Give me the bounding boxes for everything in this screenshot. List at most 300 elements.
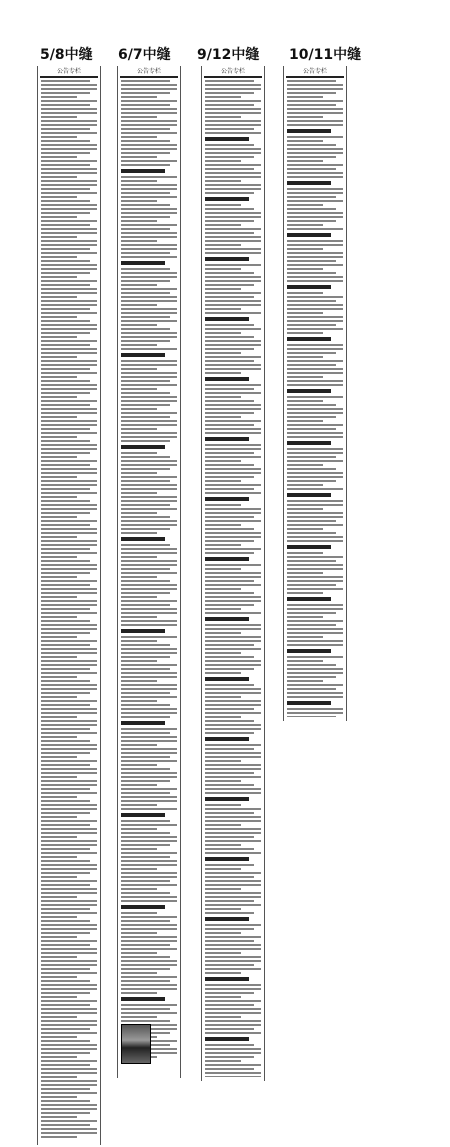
text-line (41, 1048, 97, 1050)
text-line (287, 560, 336, 562)
text-line (41, 1104, 97, 1106)
text-line (41, 116, 77, 118)
text-line (121, 272, 177, 274)
text-line (41, 312, 97, 314)
text-line (41, 1088, 90, 1090)
text-line (121, 920, 170, 922)
text-line (205, 1048, 261, 1050)
text-line (41, 180, 97, 182)
strip-title: 公告专栏 (286, 66, 344, 78)
text-line (287, 664, 336, 666)
text-line (41, 1044, 97, 1046)
text-line (41, 616, 77, 618)
text-line (121, 416, 170, 418)
text-line (205, 444, 261, 446)
text-line (41, 120, 97, 122)
text-line (205, 292, 261, 294)
text-line (121, 392, 170, 394)
text-line (121, 864, 177, 866)
text-line (205, 524, 241, 526)
text-line (121, 660, 157, 662)
text-line (121, 360, 177, 362)
text-line (41, 428, 90, 430)
text-line (41, 308, 90, 310)
text-line (121, 532, 157, 534)
text-line (41, 144, 97, 146)
text-line (41, 516, 77, 518)
text-line (287, 660, 323, 662)
text-line (121, 104, 170, 106)
text-line (205, 124, 261, 126)
text-line (121, 276, 177, 278)
text-line (121, 412, 177, 414)
text-line (41, 712, 97, 714)
text-line (121, 932, 157, 934)
text-line (41, 1028, 90, 1030)
text-line (287, 344, 343, 346)
text-line (205, 1028, 254, 1030)
text-line (121, 876, 177, 878)
strip-body (121, 80, 177, 1074)
text-line (205, 924, 261, 926)
text-line (287, 712, 343, 714)
text-line (121, 964, 177, 966)
text-line (205, 992, 254, 994)
text-line (287, 556, 343, 558)
text-line (41, 424, 97, 426)
text-line (41, 836, 77, 838)
text-line (205, 100, 261, 102)
text-line (287, 212, 343, 214)
text-line (41, 732, 97, 734)
text-line (287, 148, 343, 150)
text-line (287, 164, 343, 166)
text-line (287, 584, 336, 586)
text-line (41, 212, 90, 214)
text-line (41, 172, 97, 174)
text-line (287, 656, 343, 658)
text-line (41, 264, 97, 266)
text-line (121, 192, 170, 194)
text-line (121, 296, 177, 298)
text-line (41, 736, 77, 738)
text-line (121, 852, 177, 854)
text-line (41, 248, 90, 250)
text-line (205, 528, 254, 530)
text-line (41, 832, 97, 834)
text-line (205, 352, 241, 354)
text-line (41, 880, 97, 882)
text-line (121, 120, 177, 122)
text-line (205, 864, 254, 866)
text-line (41, 852, 97, 854)
text-line (121, 564, 177, 566)
text-line (41, 236, 77, 238)
text-line (287, 456, 336, 458)
text-line (41, 764, 90, 766)
text-line (205, 540, 254, 542)
text-line (121, 144, 177, 146)
text-line (41, 1100, 90, 1102)
text-line (205, 197, 249, 201)
text-line (205, 476, 254, 478)
text-line (121, 340, 170, 342)
text-line (121, 1016, 157, 1018)
text-line (121, 92, 170, 94)
text-line (287, 260, 336, 262)
text-line (205, 888, 241, 890)
text-line (205, 600, 261, 602)
text-line (41, 524, 90, 526)
text-line (205, 497, 249, 501)
text-line (121, 184, 177, 186)
text-line (41, 672, 97, 674)
text-line (287, 144, 336, 146)
text-line (41, 340, 97, 342)
text-line (41, 840, 97, 842)
text-line (205, 408, 261, 410)
text-line (287, 649, 331, 653)
text-line (287, 276, 343, 278)
text-line (121, 756, 170, 758)
text-line (205, 137, 249, 141)
text-line (205, 532, 261, 534)
text-line (205, 797, 249, 801)
text-line (41, 284, 90, 286)
text-line (41, 720, 97, 722)
text-line (121, 424, 177, 426)
text-line (205, 392, 261, 394)
text-line (287, 389, 331, 393)
text-line (205, 732, 254, 734)
text-line (41, 460, 97, 462)
text-line (287, 504, 343, 506)
strip-title: 公告专栏 (204, 66, 262, 78)
text-line (205, 832, 261, 834)
text-line (205, 912, 254, 914)
text-line (287, 248, 323, 250)
text-line (121, 548, 177, 550)
text-line (41, 356, 77, 358)
text-line (41, 476, 77, 478)
text-line (121, 316, 170, 318)
text-line (121, 261, 165, 265)
text-line (121, 880, 170, 882)
text-line (205, 472, 261, 474)
text-line (121, 772, 177, 774)
text-line (41, 432, 97, 434)
text-line (121, 744, 157, 746)
text-line (41, 828, 97, 830)
text-line (205, 820, 261, 822)
text-line (287, 688, 336, 690)
text-line (121, 608, 177, 610)
text-line (41, 492, 97, 494)
text-line (205, 88, 261, 90)
text-line (41, 468, 97, 470)
text-line (205, 1068, 254, 1070)
text-line (205, 80, 254, 82)
text-line (121, 464, 177, 466)
text-line (205, 1076, 261, 1077)
text-line (41, 1060, 97, 1062)
text-line (121, 460, 177, 462)
text-line (205, 452, 254, 454)
text-line (287, 104, 336, 106)
text-line (121, 500, 177, 502)
text-line (121, 905, 165, 909)
text-line (205, 464, 254, 466)
text-line (205, 468, 261, 470)
text-line (41, 1128, 97, 1130)
text-line (41, 484, 97, 486)
text-line (287, 476, 343, 478)
text-line (287, 676, 336, 678)
column-header-5-8: 5/8中缝 (40, 47, 93, 63)
text-line (287, 516, 343, 518)
text-line (41, 276, 77, 278)
text-line (41, 532, 97, 534)
text-line (41, 788, 90, 790)
text-line (41, 1072, 97, 1074)
text-line (121, 304, 157, 306)
text-line (41, 152, 90, 154)
text-line (205, 900, 254, 902)
text-line (41, 112, 97, 114)
text-line (121, 108, 177, 110)
text-line (205, 252, 261, 254)
text-line (41, 892, 97, 894)
text-line (205, 84, 261, 86)
text-line (205, 104, 254, 106)
text-line (41, 624, 97, 626)
text-line (41, 320, 90, 322)
text-line (121, 400, 177, 402)
text-line (287, 364, 336, 366)
text-line (287, 368, 343, 370)
text-line (287, 372, 343, 374)
text-line (287, 460, 343, 462)
text-line (287, 172, 343, 174)
text-line (205, 300, 261, 302)
text-line (41, 916, 77, 918)
text-line (41, 644, 90, 646)
text-line (205, 156, 254, 158)
text-line (121, 492, 157, 494)
text-line (287, 436, 343, 438)
text-line (287, 308, 343, 310)
text-line (121, 204, 170, 206)
text-line (205, 960, 261, 962)
text-line (121, 832, 170, 834)
text-line (41, 164, 90, 166)
text-line (121, 476, 177, 478)
text-line (121, 84, 177, 86)
text-line (205, 1037, 249, 1041)
text-line (121, 629, 165, 633)
text-line (287, 280, 343, 282)
text-line (287, 228, 343, 230)
text-line (121, 656, 170, 658)
text-line (287, 292, 323, 294)
text-line (205, 280, 261, 282)
text-line (121, 440, 170, 442)
text-line (205, 784, 254, 786)
text-line (41, 848, 90, 850)
text-line (41, 792, 97, 794)
text-line (41, 96, 77, 98)
text-line (41, 692, 90, 694)
text-line (121, 284, 157, 286)
text-line (205, 656, 254, 658)
text-line (121, 696, 177, 698)
text-line (41, 992, 90, 994)
text-line (205, 208, 254, 210)
text-line (205, 248, 261, 250)
text-line (121, 968, 170, 970)
text-line (41, 160, 97, 162)
text-line (205, 204, 241, 206)
text-line (121, 680, 157, 682)
text-line (205, 276, 261, 278)
text-line (41, 500, 90, 502)
text-line (205, 176, 261, 178)
text-line (121, 544, 170, 546)
text-line (121, 916, 177, 918)
text-line (41, 876, 77, 878)
text-line (121, 524, 177, 526)
text-line (287, 408, 343, 410)
text-line (41, 396, 77, 398)
text-line (205, 257, 249, 261)
text-line (41, 968, 90, 970)
text-line (121, 152, 170, 154)
text-line (41, 184, 97, 186)
text-line (287, 192, 343, 194)
text-line (41, 332, 90, 334)
text-line (205, 492, 261, 494)
text-line (121, 324, 157, 326)
text-line (205, 672, 241, 674)
text-line (121, 353, 165, 357)
text-line (121, 496, 177, 498)
text-line (121, 760, 177, 762)
text-line (287, 572, 323, 574)
text-line (121, 888, 157, 890)
text-line (205, 724, 261, 726)
text-line (205, 772, 254, 774)
text-line (121, 1004, 177, 1006)
text-line (287, 348, 343, 350)
text-line (205, 688, 261, 690)
text-line (121, 572, 177, 574)
text-line (41, 776, 77, 778)
text-line (41, 256, 77, 258)
text-line (121, 488, 177, 490)
text-line (287, 612, 336, 614)
text-line (287, 352, 336, 354)
text-line (205, 332, 241, 334)
text-line (287, 692, 343, 694)
text-line (205, 120, 261, 122)
text-line (205, 696, 241, 698)
text-line (205, 516, 254, 518)
text-line (121, 860, 177, 862)
portrait-photo (121, 1024, 151, 1064)
text-line (121, 244, 177, 246)
text-line (121, 736, 177, 738)
text-line (205, 700, 261, 702)
text-line (205, 608, 241, 610)
text-line (205, 928, 254, 930)
text-line (41, 176, 77, 178)
text-line (121, 820, 170, 822)
strip-body (287, 80, 343, 717)
text-line (121, 752, 177, 754)
text-line (41, 268, 97, 270)
text-line (205, 808, 261, 810)
text-line (205, 632, 241, 634)
text-line (287, 508, 323, 510)
text-line (121, 776, 177, 778)
text-line (287, 716, 336, 717)
text-line (205, 996, 241, 998)
text-line (205, 416, 241, 418)
text-line (41, 372, 97, 374)
text-line (41, 288, 97, 290)
text-line (205, 760, 241, 762)
text-line (287, 296, 343, 298)
text-line (287, 424, 343, 426)
text-line (205, 896, 261, 898)
text-line (41, 280, 97, 282)
text-line (205, 536, 261, 538)
text-line (205, 557, 249, 561)
text-line (287, 524, 343, 526)
text-line (121, 924, 177, 926)
text-line (121, 940, 177, 942)
text-line (205, 488, 254, 490)
text-line (121, 836, 177, 838)
text-line (41, 404, 90, 406)
text-line (121, 792, 170, 794)
text-line (41, 632, 90, 634)
text-line (41, 272, 90, 274)
text-line (41, 84, 97, 86)
text-line (205, 232, 254, 234)
text-line (121, 100, 177, 102)
text-line (205, 876, 254, 878)
text-line (41, 608, 90, 610)
text-line (205, 272, 254, 274)
text-line (41, 664, 97, 666)
text-line (121, 256, 177, 258)
text-line (205, 1056, 254, 1058)
text-line (205, 1004, 254, 1006)
text-line (121, 972, 157, 974)
text-line (121, 220, 157, 222)
text-line (41, 1076, 77, 1078)
text-line (121, 348, 177, 350)
text-line (41, 932, 90, 934)
text-line (121, 148, 177, 150)
text-line (41, 936, 77, 938)
text-line (287, 512, 343, 514)
text-line (121, 684, 177, 686)
text-line (41, 864, 97, 866)
text-line (121, 900, 177, 902)
text-line (205, 108, 261, 110)
